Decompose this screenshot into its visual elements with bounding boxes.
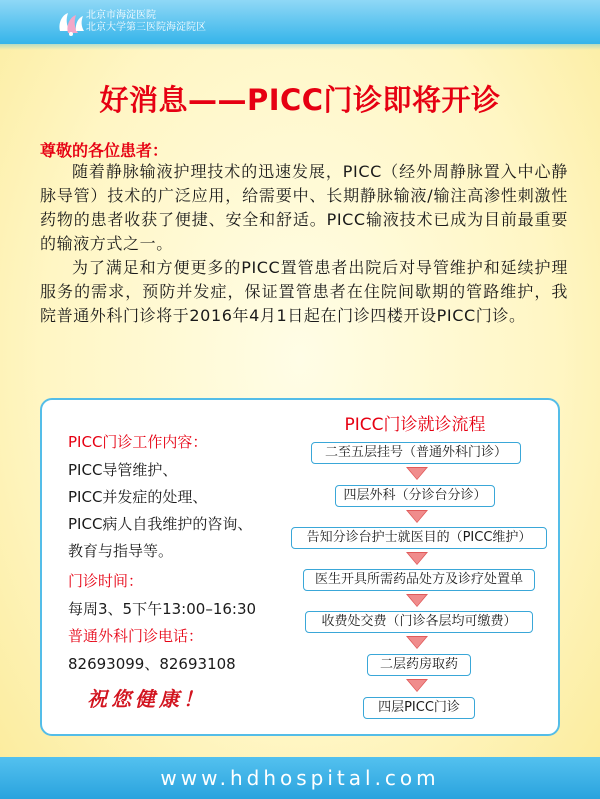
work-item: 教育与指导等。 (68, 542, 174, 560)
intro-paragraph: 随着静脉输液护理技术的迅速发展，PICC（经外周静脉置入中心静脉导管）技术的广泛应用，给需要中、长期静脉输液/输注高渗性刺激性药物的患者收获了便捷、安全和舒适。PICC输液技术已成为目前最重要的输液方式之一。 (40, 162, 568, 253)
hospital-name-line1: 北京市海淀医院 (86, 10, 156, 21)
flow-step-prescription: 医生开具所需药品处方及诊疗处置单 (303, 569, 535, 591)
work-item: PICC病人自我维护的咨询、 (68, 515, 253, 533)
work-content-heading: PICC门诊工作内容： (68, 433, 208, 451)
flow-step-triage: 四层外科（分诊台分诊） (335, 485, 495, 507)
flow-step-registration: 二至五层挂号（普通外科门诊） (311, 442, 521, 464)
work-item: PICC并发症的处理、 (68, 488, 208, 506)
website-link[interactable]: www.hdhospital.com (160, 766, 440, 790)
blessing-text: 祝您健康！ (87, 687, 207, 711)
hospital-name (86, 10, 206, 34)
poster-title: 好消息——PICC门诊即将开诊 (99, 83, 501, 117)
intro-text (40, 160, 568, 328)
flow-step-pharmacy: 二层药房取药 (367, 654, 471, 676)
clinic-hours-heading: 门诊时间： (68, 572, 144, 590)
flow-title: PICC门诊就诊流程 (344, 415, 486, 435)
flow-step-inform-nurse: 告知分诊台护士就医目的（PICC维护） (291, 527, 547, 549)
flow-arrow-icon (408, 595, 426, 606)
flow-arrow-icon (408, 680, 426, 691)
phone-heading: 普通外科门诊电话： (68, 627, 204, 645)
phone-value: 82693099、82693108 (68, 655, 236, 673)
hospital-name-line2: 北京大学第三医院海淀院区 (86, 22, 206, 33)
greeting: 尊敬的各位患者： (40, 141, 169, 160)
flow-arrow-icon (408, 511, 426, 522)
flow-arrow-icon (408, 553, 426, 564)
flow-arrow-icon (408, 637, 426, 648)
flow-step-payment: 收费处交费（门诊各层均可缴费） (305, 611, 533, 633)
hospital-logo-icon (56, 9, 86, 37)
flow-step-picc-clinic: 四层PICC门诊 (363, 697, 475, 719)
header-shadow (0, 44, 600, 50)
intro-paragraph: 为了满足和方便更多的PICC置管患者出院后对导管维护和延续护理服务的需求，预防并发症，保证置管患者在住院间歇期的管路维护，我院普通外科门诊将于2016年4月1日起在门诊四楼开设PICC门诊。 (40, 258, 568, 325)
flow-arrow-icon (408, 468, 426, 479)
clinic-hours-value: 每周3、5下午13:00–16:30 (68, 600, 257, 618)
work-item: PICC导管维护、 (68, 461, 178, 479)
